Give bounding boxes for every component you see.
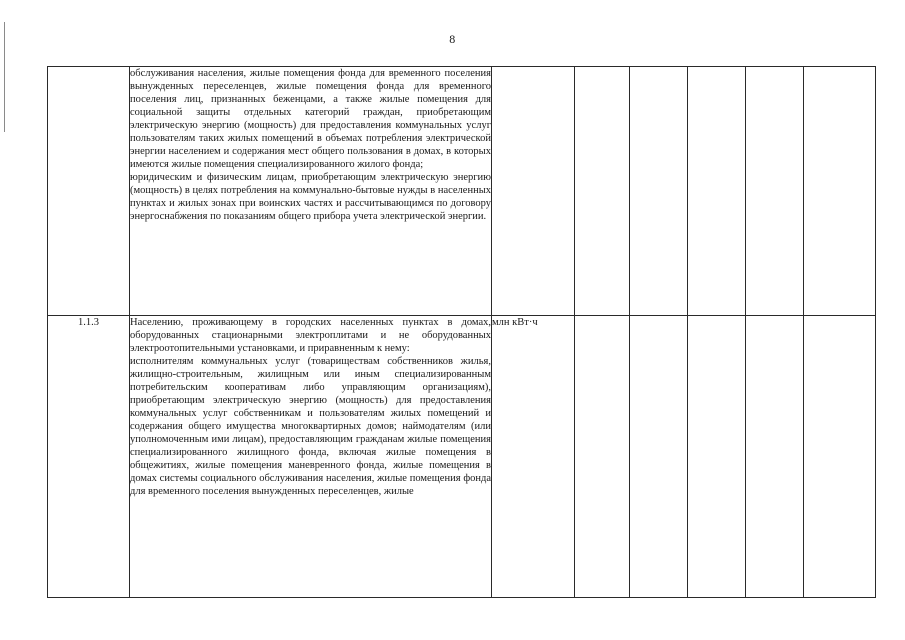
value-cell	[575, 316, 630, 598]
table-row	[48, 316, 876, 598]
value-cell	[630, 316, 688, 598]
value-cell	[630, 67, 688, 316]
value-cell	[804, 316, 876, 598]
page-number: 8	[449, 32, 456, 46]
description-cell	[130, 316, 492, 598]
row-number-cell	[48, 67, 130, 316]
value-cell	[575, 67, 630, 316]
tariff-table	[47, 66, 876, 598]
description-paragraph: юридическим и физическим лицам, приобретающим электрическую энергию (мощность) в целях потребления на коммунально-бытовые нужды в населенных пунктах и жилых зонах при воинских частях и рассчитывающимся по договору энергоснабжения по показаниям общего прибора учета электрической энергии.	[130, 172, 491, 222]
unit-cell: млн кВт·ч	[492, 316, 575, 598]
value-cell	[688, 67, 746, 316]
row-number-cell: 1.1.3	[48, 316, 130, 598]
unit-cell	[492, 67, 575, 316]
value-cell	[804, 67, 876, 316]
description-paragraph: Населению, проживающему в городских населенных пунктах в домах, оборудованных стационарными электроплитами и не оборудованных электроотопительными установками, и приравненным к нему:	[130, 317, 491, 354]
description-paragraph: обслуживания населения, жилые помещения фонда для временного поселения вынужденных переселенцев, жилые помещения фонда для временного поселения лиц, признанных беженцами, а также жилые помещения для социальной защиты отдельных категорий граждан, приобретающим электрическую энергию (мощность) для предоставления коммунальных услуг пользователям таких жилых помещений в объемах потребления электрической энергии населением и содержания мест общего пользования в домах, в которых имеются жилые помещения специализированного жилого фонда;	[130, 68, 491, 170]
value-cell	[746, 67, 804, 316]
description-cell	[130, 67, 492, 316]
value-cell	[688, 316, 746, 598]
description-paragraph: исполнителям коммунальных услуг (товариществам собственников жилья, жилищно-строительным, жилищным или иным специализированным потребительским кооперативам либо управляющим организациям), приобретающим электрическую энергию (мощность) для предоставления коммунальных услуг собственникам и пользователям жилых помещений и содержания общего имущества многоквартирных домов; наймодателям (или уполномоченным ими лицам), предоставляющим гражданам жилые помещения специализированного жилищного фонда, включая жилые помещения в общежитиях, жилые помещения маневренного фонда, жилые помещения в домах системы социального обслуживания населения, жилые помещения фонда для временного поселения вынужденных переселенцев, жилые	[130, 356, 491, 497]
value-cell	[746, 316, 804, 598]
table-row	[48, 67, 876, 316]
